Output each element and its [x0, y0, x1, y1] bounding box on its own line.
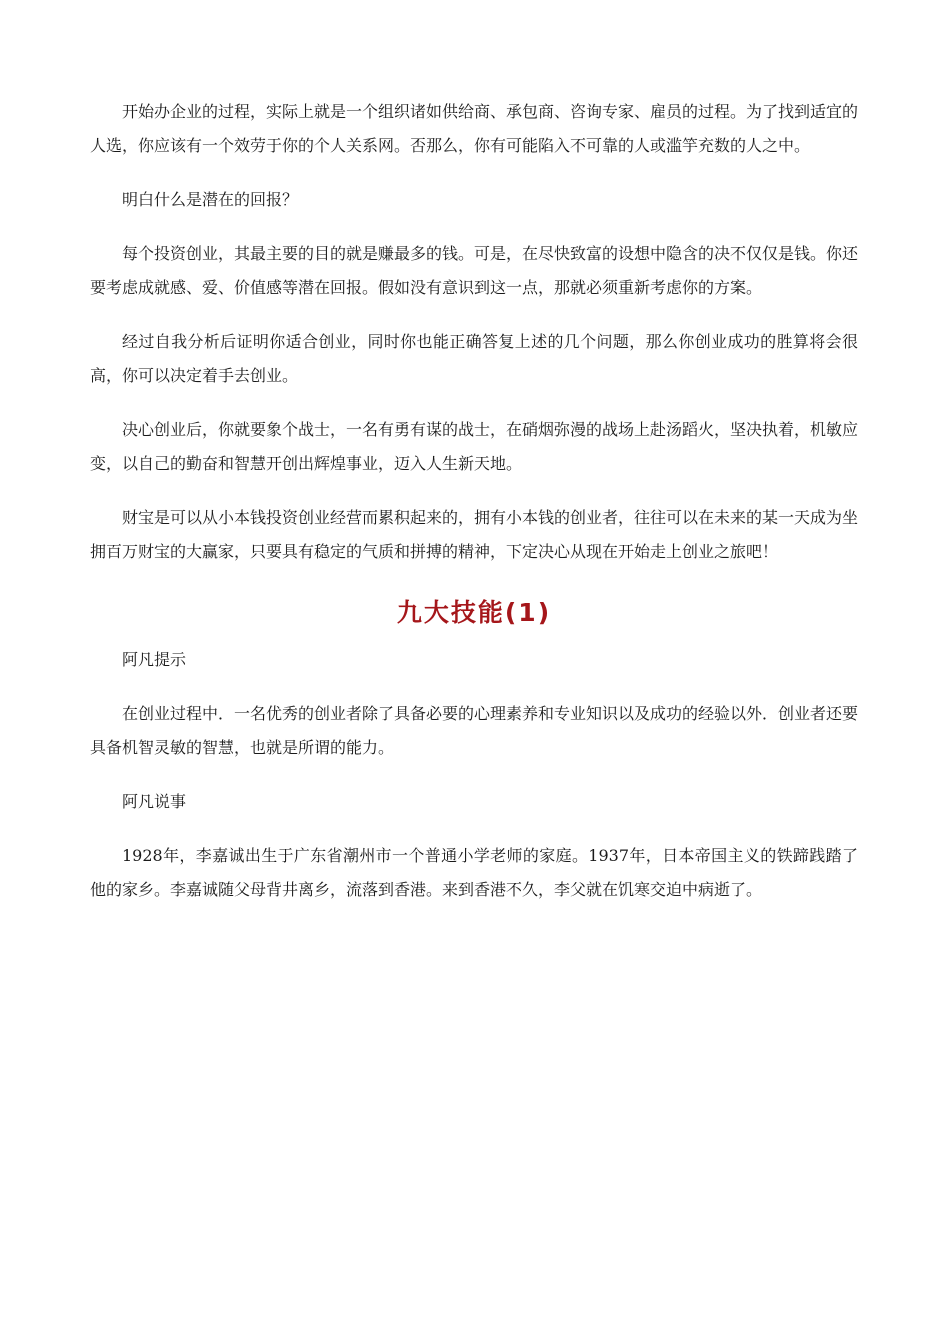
tip-paragraph: 在创业过程中．一名优秀的创业者除了具备必要的心理素养和专业知识以及成功的经验以外．创业者还要具备机智灵敏的智慧，也就是所谓的能力。: [90, 704, 859, 757]
paragraph: 开始办企业的过程，实际上就是一个组织诸如供给商、承包商、咨询专家、雇员的过程。为了找到适宜的人选，你应该有一个效劳于你的个人关系网。否那么，你有可能陷入不可靠的人或滥竽充数的人之中。: [90, 102, 859, 155]
paragraph: 财宝是可以从小本钱投资创业经营而累积起来的，拥有小本钱的创业者，往往可以在未来的某一天成为坐拥百万财宝的大赢家，只要具有稳定的气质和拼搏的精神，下定决心从现在开始走上创业之旅吧！: [90, 508, 859, 561]
paragraph: 经过自我分析后证明你适合创业，同时你也能正确答复上述的几个问题，那么你创业成功的胜算将会很高，你可以决定着手去创业。: [90, 332, 858, 385]
paragraph: 明白什么是潜在的回报？: [122, 190, 299, 209]
story-paragraph: 1928年，李嘉诚出生于广东省潮州市一个普通小学老师的家庭。1937年，日本帝国主义的铁蹄践踏了他的家乡。李嘉诚随父母背井离乡，流落到香港。来到香港不久，李父就在饥寒交迫中病逝了。: [90, 846, 858, 899]
story-label: 阿凡说事: [122, 792, 187, 811]
document-page: [90, 95, 858, 927]
tip-label: 阿凡提示: [122, 650, 187, 669]
paragraph: 决心创业后，你就要象个战士，一名有勇有谋的战士，在硝烟弥漫的战场上赴汤蹈火，坚决执着，机敏应变，以自己的勤奋和智慧开创出辉煌事业，迈入人生新天地。: [90, 420, 859, 473]
section-title: 九大技能(1): [396, 598, 552, 627]
paragraph: 每个投资创业，其最主要的目的就是赚最多的钱。可是，在尽快致富的设想中隐含的决不仅仅是钱。你还要考虑成就感、爱、价值感等潜在回报。假如没有意识到这一点，那就必须重新考虑你的方案。: [90, 244, 859, 297]
